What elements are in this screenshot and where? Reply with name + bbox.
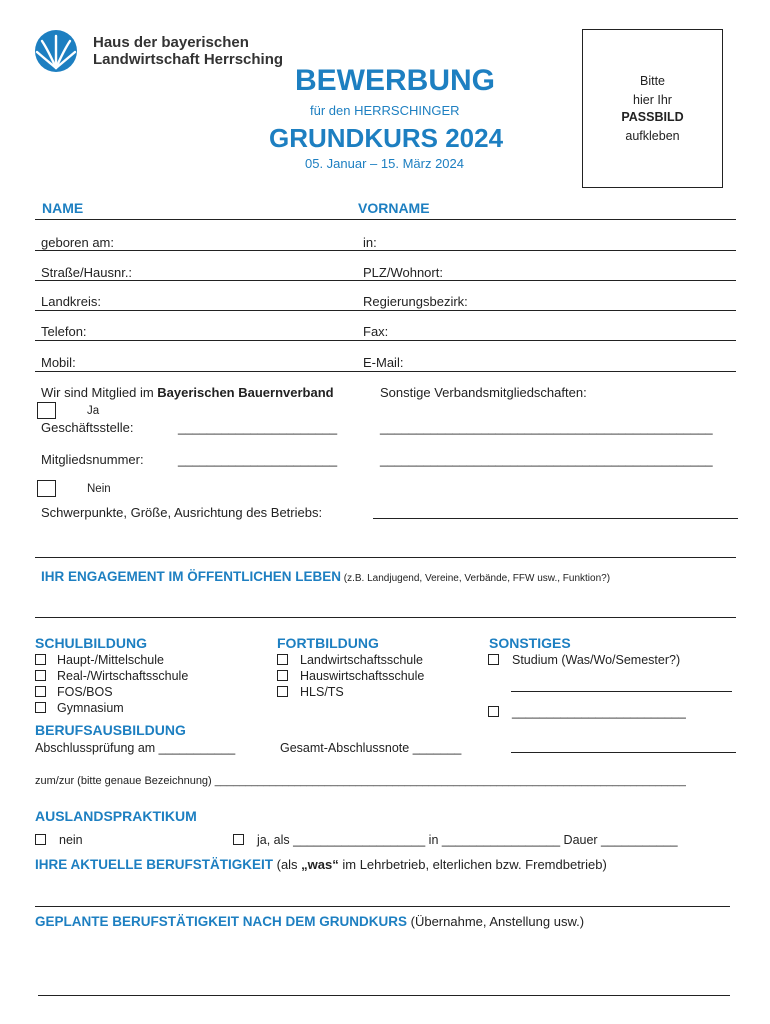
other-checkbox-1[interactable]	[488, 654, 499, 665]
current-job-hint-post: im Lehrbetrieb, elterlichen bzw. Fremdbetrieb)	[338, 857, 607, 872]
office-label: Geschäftsstelle:	[41, 420, 134, 435]
other-line-1[interactable]	[511, 691, 732, 692]
further-item-1: Landwirtschaftsschule	[300, 653, 423, 667]
school-item-3: FOS/BOS	[57, 685, 113, 699]
address-line[interactable]	[35, 280, 736, 281]
engagement-line[interactable]	[35, 617, 736, 618]
engagement-heading	[41, 568, 610, 586]
photo-text-4: aufkleben	[625, 129, 680, 143]
mobile-label: Mobil:	[41, 355, 76, 370]
abroad-yes-field[interactable]: ja, als ___________________ in _________________ Dauer ___________	[257, 833, 678, 847]
further-title: FORTBILDUNG	[277, 635, 379, 651]
planned-job-title: GEPLANTE BERUFSTÄTIGKEIT NACH DEM GRUNDKURS	[35, 914, 408, 929]
abroad-no-checkbox[interactable]	[35, 834, 46, 845]
vocational-title: BERUFSAUSBILDUNG	[35, 722, 186, 738]
other-item-1: Studium (Was/Wo/Semester?)	[512, 653, 681, 667]
other-blank-2[interactable]: _________________________	[512, 705, 686, 719]
school-item-1: Haupt-/Mittelschule	[57, 653, 164, 667]
membership-yes-label: Ja	[87, 405, 100, 417]
photo-text-1: Bitte	[639, 74, 665, 88]
membership-no-label: Nein	[87, 483, 111, 495]
further-item-3: HLS/TS	[300, 685, 344, 699]
birthdate-label: geboren am:	[41, 235, 114, 250]
passport-photo-box	[582, 29, 723, 188]
abroad-no-label: nein	[59, 833, 83, 847]
other-memberships-label: Sonstige Verbandsmitgliedschaften:	[380, 385, 587, 400]
logo-line-2: Landwirtschaft Herrsching	[93, 51, 284, 68]
other-checkbox-2[interactable]	[488, 706, 499, 717]
current-job-title: IHRE AKTUELLE BERUFSTÄTIGKEIT	[35, 857, 273, 872]
district-line[interactable]	[35, 310, 736, 311]
school-checkbox-3[interactable]	[35, 686, 46, 697]
current-job-line[interactable]	[35, 906, 730, 907]
course-dates: 05. Januar – 15. März 2024	[305, 156, 464, 171]
photo-text-2: hier Ihr	[633, 93, 672, 107]
office-blank[interactable]: ______________________	[178, 420, 338, 435]
planned-job-heading	[35, 914, 584, 929]
planned-job-hint: (Übernahme, Anstellung usw.)	[407, 914, 585, 929]
other-line-3[interactable]	[511, 752, 736, 753]
street-label: Straße/Hausnr.:	[41, 265, 133, 280]
farm-focus-line-2[interactable]	[35, 557, 736, 558]
school-checkbox-1[interactable]	[35, 654, 46, 665]
form-subtitle: für den HERRSCHINGER	[310, 103, 460, 118]
abroad-yes-checkbox[interactable]	[233, 834, 244, 845]
region-label: Regierungsbezirk:	[363, 294, 468, 309]
farm-focus-label: Schwerpunkte, Größe, Ausrichtung des Betriebs:	[41, 505, 323, 520]
degree-field[interactable]: zum/zur (bitte genaue Bezeichnung) _____________________________________________________________________________	[35, 775, 686, 787]
email-label: E-Mail:	[363, 355, 404, 370]
school-checkbox-4[interactable]	[35, 702, 46, 713]
name-line[interactable]	[35, 219, 736, 220]
phone-line[interactable]	[35, 340, 736, 341]
further-checkbox-3[interactable]	[277, 686, 288, 697]
form-title: BEWERBUNG	[295, 64, 495, 97]
engagement-hint: (z.B. Landjugend, Vereine, Verbände, FFW usw., Funktion?)	[341, 573, 611, 584]
membership-yes-checkbox[interactable]	[37, 402, 56, 419]
plz-label: PLZ/Wohnort:	[363, 265, 443, 280]
vorname-label: VORNAME	[358, 200, 430, 216]
school-item-4: Gymnasium	[57, 701, 124, 715]
exam-date-field[interactable]: Abschlussprüfung am ___________	[35, 741, 236, 755]
planned-job-line[interactable]	[38, 995, 730, 996]
birth-line[interactable]	[35, 250, 736, 251]
further-checkbox-1[interactable]	[277, 654, 288, 665]
current-job-hint-pre: (als	[273, 857, 302, 872]
membership-no-checkbox[interactable]	[37, 480, 56, 497]
fax-label: Fax:	[363, 324, 389, 339]
abroad-title: AUSLANDSPRAKTIKUM	[35, 808, 197, 824]
further-item-2: Hauswirtschaftsschule	[300, 669, 425, 683]
school-checkbox-2[interactable]	[35, 670, 46, 681]
membership-intro-text: Wir sind Mitglied im	[41, 385, 158, 400]
mobile-line[interactable]	[35, 371, 736, 372]
farm-focus-line[interactable]	[373, 518, 738, 519]
name-label: NAME	[42, 200, 84, 216]
member-number-label: Mitgliedsnummer:	[41, 452, 144, 467]
membership-intro	[41, 385, 334, 400]
other-memberships-blank-2[interactable]: ______________________________________________	[380, 452, 713, 467]
further-checkbox-2[interactable]	[277, 670, 288, 681]
membership-intro-org: Bayerischen Bauernverband	[157, 385, 334, 400]
birthplace-label: in:	[363, 235, 377, 250]
district-label: Landkreis:	[41, 294, 101, 309]
logo-line-1: Haus der bayerischen	[93, 34, 249, 51]
photo-text-3: PASSBILD	[621, 110, 684, 124]
current-job-heading	[35, 857, 607, 872]
school-title: SCHULBILDUNG	[35, 635, 147, 651]
member-number-blank[interactable]: ______________________	[178, 452, 338, 467]
engagement-title: IHR ENGAGEMENT IM ÖFFENTLICHEN LEBEN	[41, 569, 341, 584]
grade-field[interactable]: Gesamt-Abschlussnote _______	[280, 741, 462, 755]
other-memberships-blank-1[interactable]: ______________________________________________	[380, 420, 713, 435]
logo-icon	[33, 28, 79, 74]
course-title: GRUNDKURS 2024	[269, 123, 504, 153]
current-job-hint-bold: „was“	[301, 857, 339, 872]
phone-label: Telefon:	[41, 324, 87, 339]
other-title: SONSTIGES	[489, 635, 571, 651]
school-item-2: Real-/Wirtschaftsschule	[57, 669, 189, 683]
